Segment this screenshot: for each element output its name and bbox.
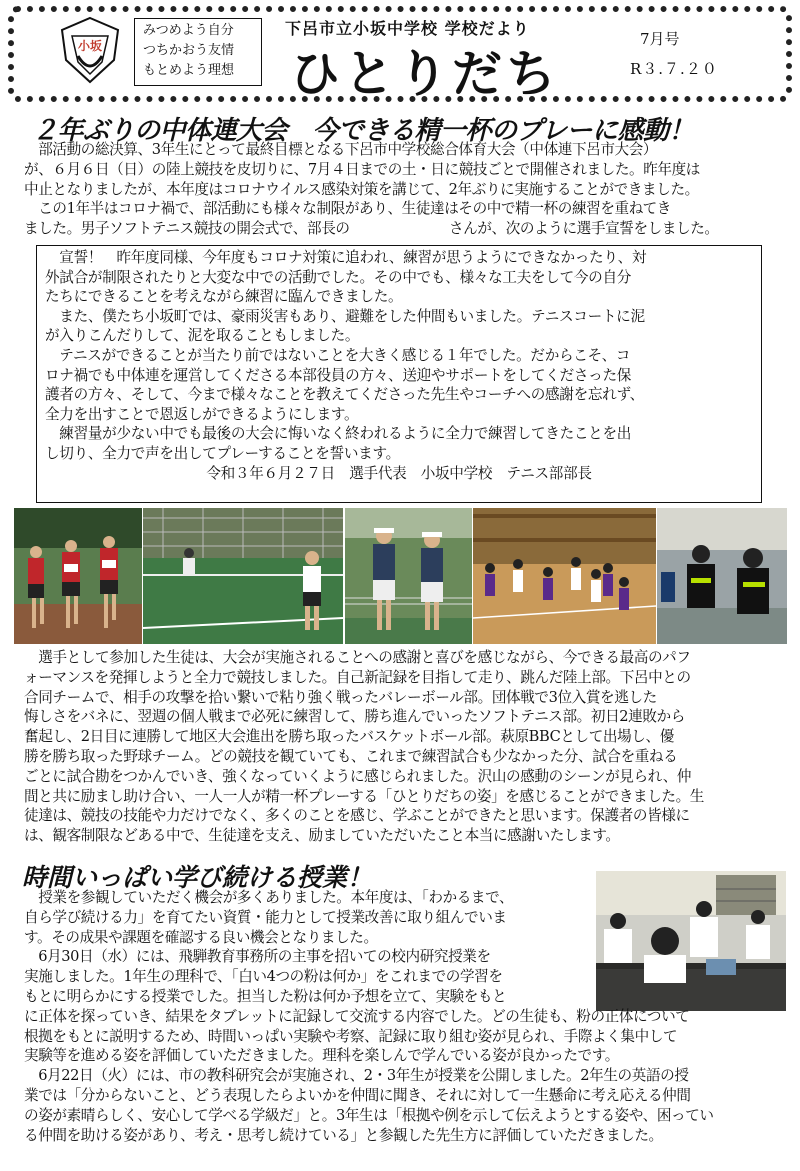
school-name: 下呂市立小坂中学校 学校だより	[285, 19, 530, 38]
oath-line: 外試合が制限されたりと大変な中での活動でした。その中でも、様々な工夫をして今の自分	[45, 268, 632, 286]
oath-line: 全力を出すことで恩返しができるようにします。	[45, 405, 359, 423]
motto-2: つちかおう友情	[143, 43, 235, 58]
body-line: 間と共に励まし助け合い、一人一人が精一杯プレーする「ひとりだちの姿」を感じることができました。生	[24, 787, 704, 805]
body-line: 奮起し、2日目に連勝して地区大会進出を勝ち取ったバスケットボール部。萩原BBCとして出場し、優	[24, 728, 674, 746]
body-line: ォーマンスを発揮しようと全力で競技しました。自己新記録を目指して走り、跳んだ陸上部。下呂中との	[24, 668, 691, 686]
body-line: 実験等を進める姿を評価していただきました。理科を楽しんで学んでいる姿が良かったです。	[24, 1047, 619, 1065]
issue-date: R３.７.２０	[630, 60, 718, 78]
body-line: 6月22日（火）には、市の教科研究会が実施され、2・3年生が授業を公開しました。2年生の英語の授	[24, 1067, 689, 1085]
intro-line: 中止となりましたが、本年度はコロナウイルス感染対策を講じて、2年ぶりに実施することができました。	[24, 180, 699, 198]
oath-line: ロナ禍でも中体連を運営してくださる本部役員の方々、送迎やサポートをしてくださった保	[45, 366, 632, 384]
article1-intro	[24, 140, 780, 239]
oath-line: が入りこんだりして、泥を取ることもしました。	[45, 327, 360, 345]
body-line: 悔しさをバネに、翌週の個人戦まで必死に練習して、勝ち進んでいったソフトテニス部。初日2連敗から	[24, 708, 685, 726]
oath-line: し切り、全力で声を出してプレーすることを誓います。	[45, 444, 400, 462]
motto-1: みつめよう自分	[143, 23, 234, 38]
intro-line: この1年半はコロナ禍で、部活動にも様々な制限があり、生徒達はその中で精一杯の練習を重ねてき	[24, 200, 671, 218]
motto-3: もとめよう理想	[143, 63, 235, 78]
body-line: の姿が素晴らしく、安心して学べる学級だ」と。3年生は「根拠や例を示して伝えようとする姿や、困ってい	[24, 1106, 714, 1124]
school-emblem-icon	[58, 16, 122, 84]
intro-line: が、６月６日（日）の陸上競技を皮切りに、7月４日までの土・日に競技ごとで開催されました。昨年度は	[24, 160, 700, 178]
body-line: に正体を探っていき、結果をタブレットに記録して交流する内容でした。どの生徒も、粉の正体について	[24, 1007, 690, 1025]
body-line: 勝を勝ち取った野球チーム。どの競技を観ていても、これまで練習試合も少なかった分、試合を重ねる	[24, 747, 678, 765]
article2-body	[24, 888, 784, 1145]
body-line: は、観客制限などある中で、生徒達を支え、励ましていただいたこと本当に感謝いたします。	[24, 827, 620, 845]
oath-line: 練習量が少ない中でも最後の大会に悔いなく終われるように全力で練習してきたことを出	[45, 425, 632, 443]
emblem-text: 小坂	[77, 39, 103, 53]
oath-line: テニスができることが当たり前ではないことを大きく感じる１年でした。だからこそ、コ	[45, 346, 631, 364]
body-line: 実施しました。1年生の理科で、「白い4つの粉は何か」をこれまでの学習を	[24, 968, 503, 986]
oath-line: 護者の方々、そして、今まで様々なことを教えてくださった先生やコーチへの感謝を忘れず、	[45, 386, 644, 404]
oath-box	[36, 245, 762, 503]
oath-line: また、僕たち小坂町では、豪雨災害もあり、避難をした仲間もいました。テニスコートに泥	[45, 307, 645, 325]
photo-basketball	[473, 508, 656, 644]
oath-line: たちにできることを考えながら練習に臨んできました。	[45, 288, 403, 306]
newsletter-title: ひとりだち	[290, 45, 560, 103]
body-line: 授業を参観していただく機会が多くありました。本年度は、「わかるまで、	[24, 889, 514, 906]
body-line: 徒達は、競技の技能や力だけでなく、多くのことを感じ、学ぶことができたと思います。保護者の皆様に	[24, 807, 690, 825]
body-line: 6月30日（水）には、飛騨教育事務所の主事を招いての校内研究授業を	[24, 948, 491, 966]
intro-line: ました。男子ソフトテニス競技の開会式で、部長の さんが、次のように選手宣誓をしました。	[24, 220, 719, 238]
body-line: る仲間を助ける姿があり、考え・思考し続けている」と参観した先生方に評価していただきました。	[24, 1126, 663, 1144]
body-line: 業では「分からないこと、どう表現したらよいかを仲間に聞き、それに対して一生懸命に考え応える仲間	[24, 1086, 691, 1104]
article1-heading: ２年ぶりの中体連大会 今できる精一杯のプレーに感動！	[32, 116, 694, 146]
body-line: 自ら学び続ける力」を育てたい資質・能力として授業改善に取り組んでいま	[24, 908, 507, 926]
article2-heading: 時間いっぱい学び続ける授業！	[22, 863, 373, 892]
body-line: す。その成果や課題を確認する良い機会となりました。	[24, 928, 378, 946]
article1-body	[24, 648, 784, 846]
school-mottos	[134, 18, 262, 86]
body-line: もとに明らかにする授業でした。担当した粉は何か予想を立て、実験をもと	[24, 987, 507, 1005]
photo-tennis-players	[345, 508, 472, 644]
photo-tennis-court	[143, 508, 343, 644]
oath-signature: 令和３年６月２７日 選手代表 小坂中学校 テニス部部長	[206, 464, 592, 482]
body-line: 選手として参加した生徒は、大会が実施されることへの感謝と喜びを感じながら、今できる最高のパフ	[24, 649, 691, 666]
issue-number: 7月号	[640, 30, 680, 48]
intro-line: 部活動の総決算、3年生にとって最終目標となる下呂市中学校総合体育大会（中体連下呂市大会）	[24, 141, 658, 158]
oath-line: 宣誓！ 昨年度同様、今年度もコロナ対策に追われ、練習が思うようにできなかったり、対	[45, 249, 647, 266]
body-line: 根拠をもとに説明するため、時間いっぱい実験や考察、記録に取り組む姿が見られ、手際よく集中して	[24, 1027, 678, 1045]
photo-volleyball	[657, 508, 787, 644]
body-line: ごとに試合勘をつかんでいき、強くなっていくように感じられました。沢山の感動のシーンが見られ、仲	[24, 767, 692, 785]
photo-track-race	[14, 508, 142, 644]
body-line: 合同チームで、相手の攻撃を拾い繋いで粘り強く戦ったバレーボール部。団体戦で3位入賞を逃した	[24, 688, 657, 706]
